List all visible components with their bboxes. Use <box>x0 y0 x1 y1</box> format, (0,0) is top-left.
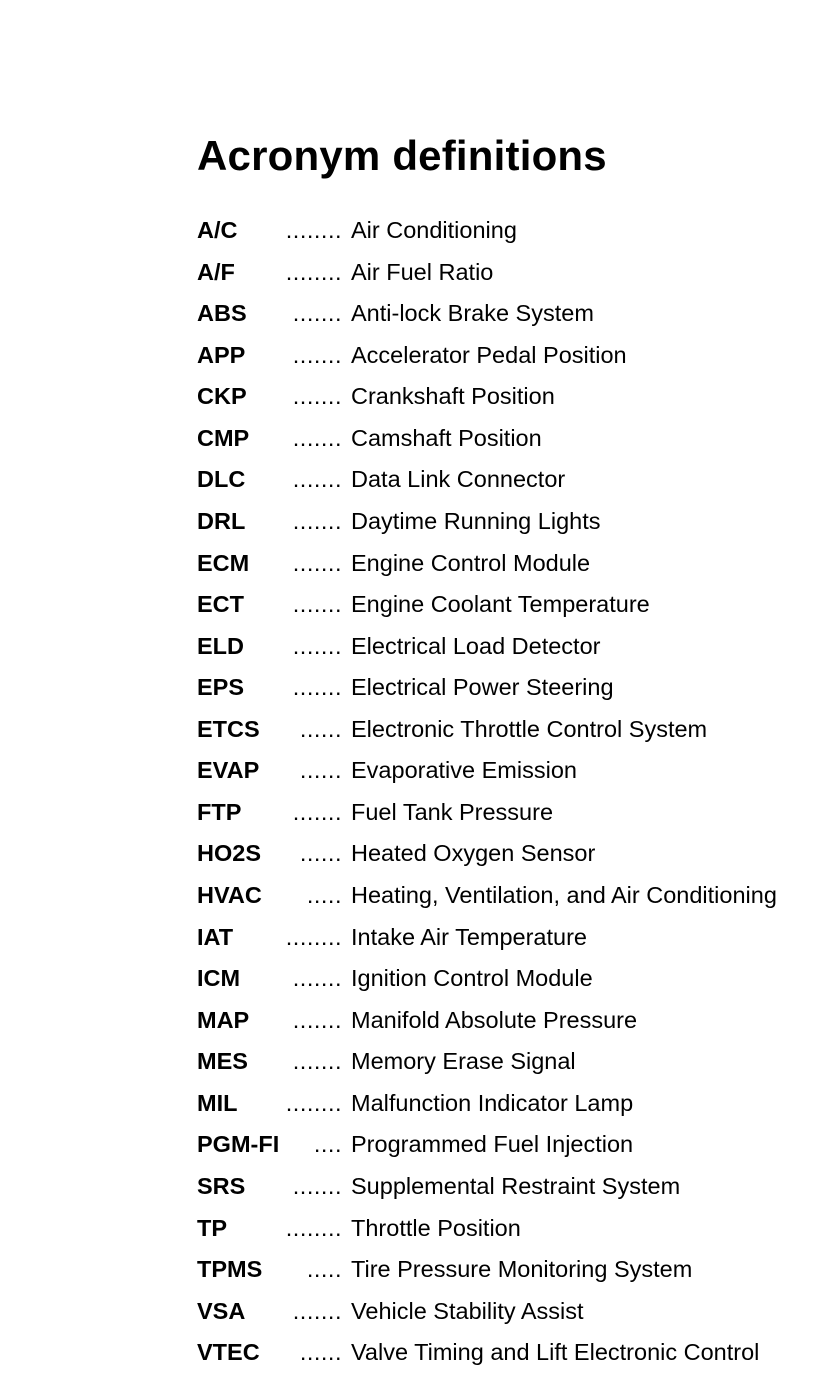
acronym-definition: Engine Control Module <box>351 549 591 576</box>
dot-leader: ....... <box>292 466 342 493</box>
acronym-definition: Manifold Absolute Pressure <box>351 1006 638 1033</box>
acronym-abbreviation: FTP <box>197 798 242 825</box>
acronym-definition: Electronic Throttle Control System <box>351 715 708 742</box>
acronym-definition: Supplemental Restraint System <box>351 1172 681 1199</box>
dot-leader: ....... <box>292 424 342 451</box>
acronym-entry <box>197 1000 827 1042</box>
acronym-abbreviation: ICM <box>197 965 241 992</box>
acronym-entry <box>197 1124 827 1166</box>
acronym-abbreviation: DRL <box>197 507 246 534</box>
dot-leader: ....... <box>292 1006 342 1033</box>
acronym-abbreviation: MIL <box>197 1089 238 1116</box>
acronym-list <box>197 210 827 1374</box>
dot-leader: ....... <box>292 632 342 659</box>
acronym-definition: Valve Timing and Lift Electronic Control <box>351 1339 760 1366</box>
dot-leader: ........ <box>285 1089 342 1116</box>
dot-leader: ....... <box>292 383 342 410</box>
acronym-entry <box>197 376 827 418</box>
acronym-entry <box>197 1249 827 1291</box>
dot-leader: ....... <box>292 674 342 701</box>
acronym-entry <box>197 1291 827 1333</box>
dot-leader: ...... <box>299 757 342 784</box>
acronym-entry <box>197 792 827 834</box>
acronym-abbreviation: SRS <box>197 1172 246 1199</box>
acronym-entry <box>197 584 827 626</box>
acronym-abbreviation: ETCS <box>197 715 260 742</box>
acronym-entry <box>197 750 827 792</box>
dot-leader: ..... <box>306 882 342 908</box>
acronym-definition: Ignition Control Module <box>351 965 593 992</box>
acronym-definition: Anti-lock Brake System <box>351 300 594 327</box>
acronym-entry <box>197 1208 827 1250</box>
acronym-abbreviation: CMP <box>197 424 250 451</box>
acronym-entry <box>197 667 827 709</box>
acronym-abbreviation: APP <box>197 341 246 368</box>
acronym-abbreviation: HVAC <box>197 882 262 908</box>
acronym-abbreviation: TPMS <box>197 1256 263 1283</box>
dot-leader: ....... <box>292 549 342 576</box>
dot-leader: ....... <box>292 341 342 368</box>
acronym-abbreviation: ECT <box>197 591 244 618</box>
acronym-abbreviation: A/C <box>197 217 238 243</box>
acronym-abbreviation: A/F <box>197 258 235 285</box>
acronym-definition: Throttle Position <box>351 1214 521 1241</box>
dot-leader: ....... <box>292 591 342 618</box>
dot-leader: ...... <box>299 1339 342 1366</box>
acronym-entry <box>197 418 827 460</box>
acronym-abbreviation: ELD <box>197 632 244 659</box>
acronym-entry <box>197 875 827 917</box>
acronym-entry <box>197 958 827 1000</box>
dot-leader: ....... <box>292 300 342 327</box>
acronym-abbreviation: VTEC <box>197 1339 260 1366</box>
dot-leader: ..... <box>306 1256 342 1283</box>
acronym-abbreviation: EPS <box>197 674 245 701</box>
acronym-entry <box>197 543 827 585</box>
dot-leader: ...... <box>299 715 342 742</box>
acronym-entry <box>197 252 827 294</box>
acronym-definition: Fuel Tank Pressure <box>351 798 554 825</box>
acronym-abbreviation: ECM <box>197 549 250 576</box>
acronym-entry <box>197 1083 827 1125</box>
acronym-entry <box>197 1041 827 1083</box>
acronym-abbreviation: EVAP <box>197 757 260 784</box>
acronym-abbreviation: ABS <box>197 300 247 327</box>
acronym-entry <box>197 833 827 875</box>
acronym-abbreviation: MAP <box>197 1006 250 1033</box>
acronym-definition: Accelerator Pedal Position <box>351 341 627 368</box>
acronym-abbreviation: DLC <box>197 466 246 493</box>
acronym-definition: Intake Air Temperature <box>351 923 587 950</box>
acronym-entry <box>197 626 827 668</box>
acronym-abbreviation: IAT <box>197 923 234 950</box>
acronym-definition: Electrical Power Steering <box>351 674 614 701</box>
acronym-definition: Crankshaft Position <box>351 383 555 410</box>
dot-leader: ...... <box>299 840 342 867</box>
dot-leader: ....... <box>292 1172 342 1199</box>
acronym-abbreviation: PGM-FI <box>197 1131 280 1158</box>
dot-leader: ........ <box>285 217 342 243</box>
dot-leader: ....... <box>292 965 342 992</box>
dot-leader: ........ <box>285 258 342 285</box>
dot-leader: ........ <box>285 923 342 950</box>
acronym-definition: Air Fuel Ratio <box>351 258 494 285</box>
dot-leader: ........ <box>285 1214 342 1241</box>
acronym-entry <box>197 1166 827 1208</box>
acronym-abbreviation: MES <box>197 1048 248 1075</box>
dot-leader: .... <box>313 1131 342 1158</box>
acronym-definition: Programmed Fuel Injection <box>351 1131 634 1158</box>
dot-leader: ....... <box>292 1048 342 1075</box>
acronym-entry <box>197 210 827 252</box>
acronym-definition: Memory Erase Signal <box>351 1048 576 1075</box>
acronym-entry <box>197 709 827 751</box>
acronym-definition: Camshaft Position <box>351 424 542 451</box>
acronym-definition: Data Link Connector <box>351 466 566 493</box>
acronym-definition: Heated Oxygen Sensor <box>351 840 596 867</box>
acronym-entry <box>197 501 827 543</box>
acronym-entry <box>197 335 827 377</box>
acronym-entry <box>197 1332 827 1374</box>
acronym-definition: Tire Pressure Monitoring System <box>351 1256 693 1283</box>
dot-leader: ....... <box>292 507 342 534</box>
acronym-abbreviation: TP <box>197 1214 228 1241</box>
page-title: Acronym definitions <box>197 132 607 179</box>
acronym-definition: Heating, Ventilation, and Air Conditioning <box>351 882 777 908</box>
dot-leader: ....... <box>292 798 342 825</box>
acronym-abbreviation: VSA <box>197 1297 246 1324</box>
acronym-entry <box>197 293 827 335</box>
acronym-definition: Air Conditioning <box>351 217 517 243</box>
acronym-abbreviation: CKP <box>197 383 247 410</box>
acronym-entry <box>197 917 827 959</box>
acronym-entry <box>197 459 827 501</box>
acronym-abbreviation: HO2S <box>197 840 261 867</box>
acronym-definition: Electrical Load Detector <box>351 632 601 659</box>
acronym-definition: Vehicle Stability Assist <box>351 1297 584 1324</box>
acronym-definition: Daytime Running Lights <box>351 507 601 534</box>
acronym-definition: Evaporative Emission <box>351 757 577 784</box>
dot-leader: ....... <box>292 1297 342 1324</box>
acronym-definition: Malfunction Indicator Lamp <box>351 1089 634 1116</box>
acronym-definition: Engine Coolant Temperature <box>351 591 650 618</box>
